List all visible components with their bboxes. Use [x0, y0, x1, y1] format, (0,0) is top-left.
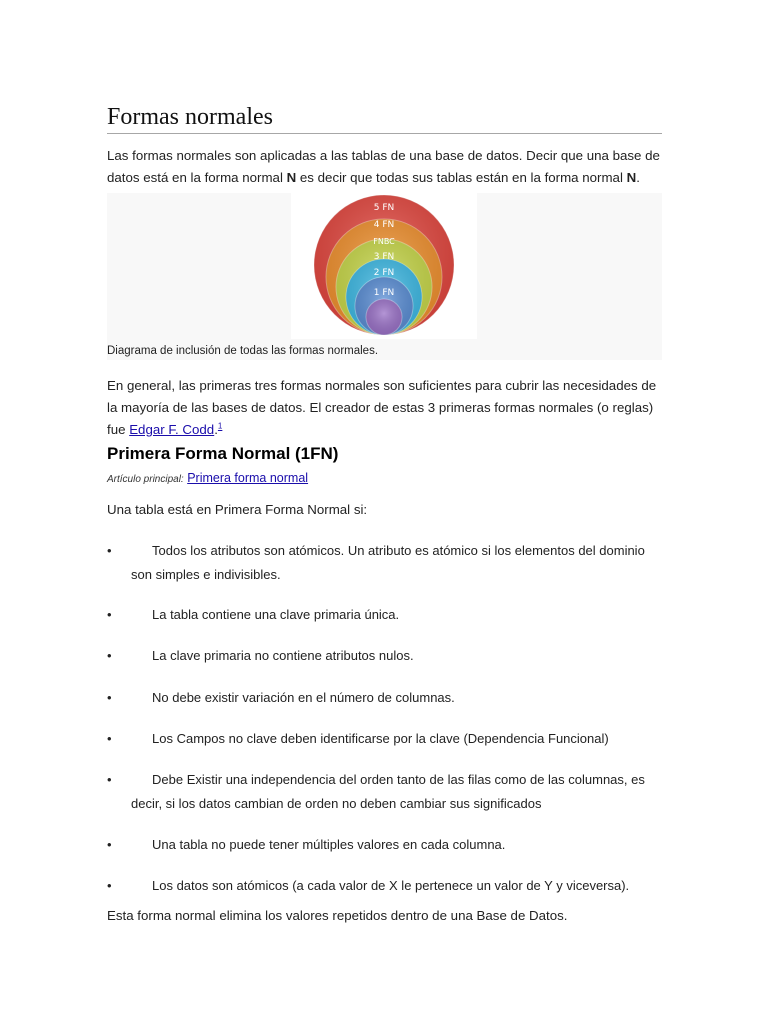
bullet: • [107, 543, 112, 558]
main-article-note [107, 471, 308, 485]
list-item-text: La tabla contiene una clave primaria única. [152, 607, 400, 622]
ring-label: FNBC [373, 237, 395, 246]
list-item-text: No debe existir variación en el número de columnas. [152, 690, 455, 705]
inclusion-diagram [291, 193, 477, 339]
intro-bold-n-2: N [626, 170, 637, 185]
bullet: • [107, 690, 112, 705]
list-item-text: La clave primaria no contiene atributos nulos. [152, 648, 414, 663]
list-item-text: Los datos son atómicos (a cada valor de X le pertenece un valor de Y y viceversa). [152, 878, 630, 893]
intro-paragraph [107, 145, 662, 189]
bullet: • [107, 648, 112, 663]
list-item [107, 768, 662, 816]
codd-link[interactable]: Edgar F. Codd [129, 422, 215, 437]
general-period: . [214, 422, 218, 437]
bullet: • [107, 878, 112, 893]
inclusion-figure [107, 193, 662, 360]
bullet: • [107, 731, 112, 746]
list-item [107, 644, 662, 668]
list-item [107, 603, 662, 627]
reference-link[interactable]: 1 [217, 421, 223, 431]
list-item-text: Los Campos no clave deben identificarse por la clave (Dependencia Funcional) [152, 731, 609, 746]
ring-label: 1 FN [373, 288, 395, 298]
figure-caption: Diagrama de inclusión de todas las formas normales. [107, 345, 379, 357]
ring-label: 2 FN [373, 268, 395, 278]
main-article-label: Artículo principal: [107, 474, 184, 485]
list-item-text: Todos los atributos son atómicos. Un atributo es atómico si los elementos del dominio son simples e indivisibles. [131, 543, 645, 582]
intro-text-3: . [636, 170, 640, 185]
list-item-text: Debe Existir una independencia del orden tanto de las filas como de las columnas, es decir, si los datos cambian de orden no deben cambiar sus significados [131, 772, 645, 811]
bullet: • [107, 607, 112, 622]
list-item [107, 686, 662, 710]
main-article-link[interactable]: Primera forma normal [187, 471, 309, 485]
intro-bold-n: N [286, 170, 297, 185]
list-item [107, 874, 662, 898]
list-item [107, 727, 662, 751]
section-heading: Primera Forma Normal (1FN) [107, 444, 339, 463]
general-text: En general, las primeras tres formas normales son suficientes para cubrir las necesidades de la mayoría de las bases de datos. El creador de estas 3 primeras formas normales (o reglas) fue [107, 378, 657, 437]
general-paragraph [107, 375, 662, 441]
bullet: • [107, 772, 112, 787]
list-item [107, 833, 662, 857]
list-item-text: Una tabla no puede tener múltiples valores en cada columna. [152, 837, 506, 852]
closing-sentence: Esta forma normal elimina los valores repetidos dentro de una Base de Datos. [107, 908, 568, 923]
list-item [107, 539, 662, 587]
lead-sentence: Una tabla está en Primera Forma Normal si: [107, 502, 368, 517]
ring-label: 4 FN [373, 220, 395, 230]
intro-text: Las formas normales son aplicadas a las tablas de una base de datos. Decir que una base de datos está en la forma normal [107, 148, 660, 185]
ring-label: 5 FN [373, 203, 395, 213]
intro-text-2: es decir que todas sus tablas están en la forma normal [296, 170, 627, 185]
inclusion-diagram-image[interactable] [291, 193, 477, 339]
ring-label: 3 FN [373, 252, 395, 262]
page-title: Formas normales [107, 104, 662, 134]
ring-shading [366, 299, 402, 335]
bullet: • [107, 837, 112, 852]
